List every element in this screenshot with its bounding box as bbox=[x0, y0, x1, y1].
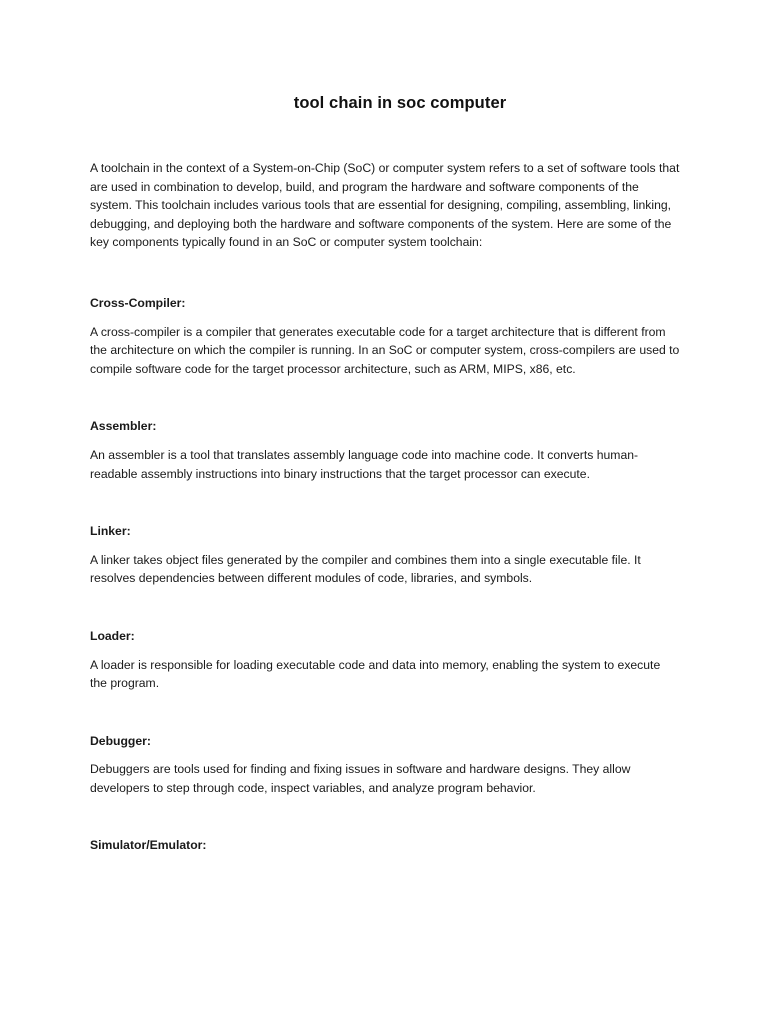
section-heading-simulator-emulator: Simulator/Emulator: bbox=[90, 838, 207, 853]
document-title: tool chain in soc computer bbox=[293, 94, 507, 112]
section-heading-debugger: Debugger: bbox=[90, 733, 151, 748]
section-body-assembler: An assembler is a tool that translates assembly language code into machine code. It converts human-readable assembly instructions into binary instructions that the target processor can execute. bbox=[90, 447, 639, 481]
document-content bbox=[90, 159, 680, 865]
section-body-linker: A linker takes object files generated by the compiler and combines them into a single executable file. It resolves dependencies between different modules of code, libraries, and symbols. bbox=[90, 552, 641, 586]
section-heading-loader: Loader: bbox=[90, 628, 135, 643]
section-body-debugger: Debuggers are tools used for finding and fixing issues in software and hardware designs. They allow developers to step through code, inspect variables, and analyze program behavior. bbox=[90, 762, 631, 795]
section-heading-assembler: Assembler: bbox=[90, 419, 157, 434]
section-body-cross-compiler: A cross-compiler is a compiler that generates executable code for a target architecture that is different from the architecture on which the compiler is running. In an SoC or computer system, cross-compilers are used to compile software code for the target processor architecture, such as ARM, MIPS, x86, etc. bbox=[90, 324, 680, 376]
intro-paragraph: A toolchain in the context of a System-on-Chip (SoC) or computer system refers to a set of software tools that are used in combination to develop, build, and program the hardware and software components of the system. This toolchain includes various tools that are essential for designing, compiling, assembling, linking, debugging, and deploying both the hardware and software components of the system. Here are some of the key components typically found in an SoC or computer system toolchain: bbox=[90, 161, 680, 250]
section-heading-linker: Linker: bbox=[90, 524, 131, 539]
section-heading-cross-compiler: Cross-Compiler: bbox=[90, 295, 186, 310]
section-body-loader: A loader is responsible for loading executable code and data into memory, enabling the system to execute the program. bbox=[90, 657, 661, 691]
